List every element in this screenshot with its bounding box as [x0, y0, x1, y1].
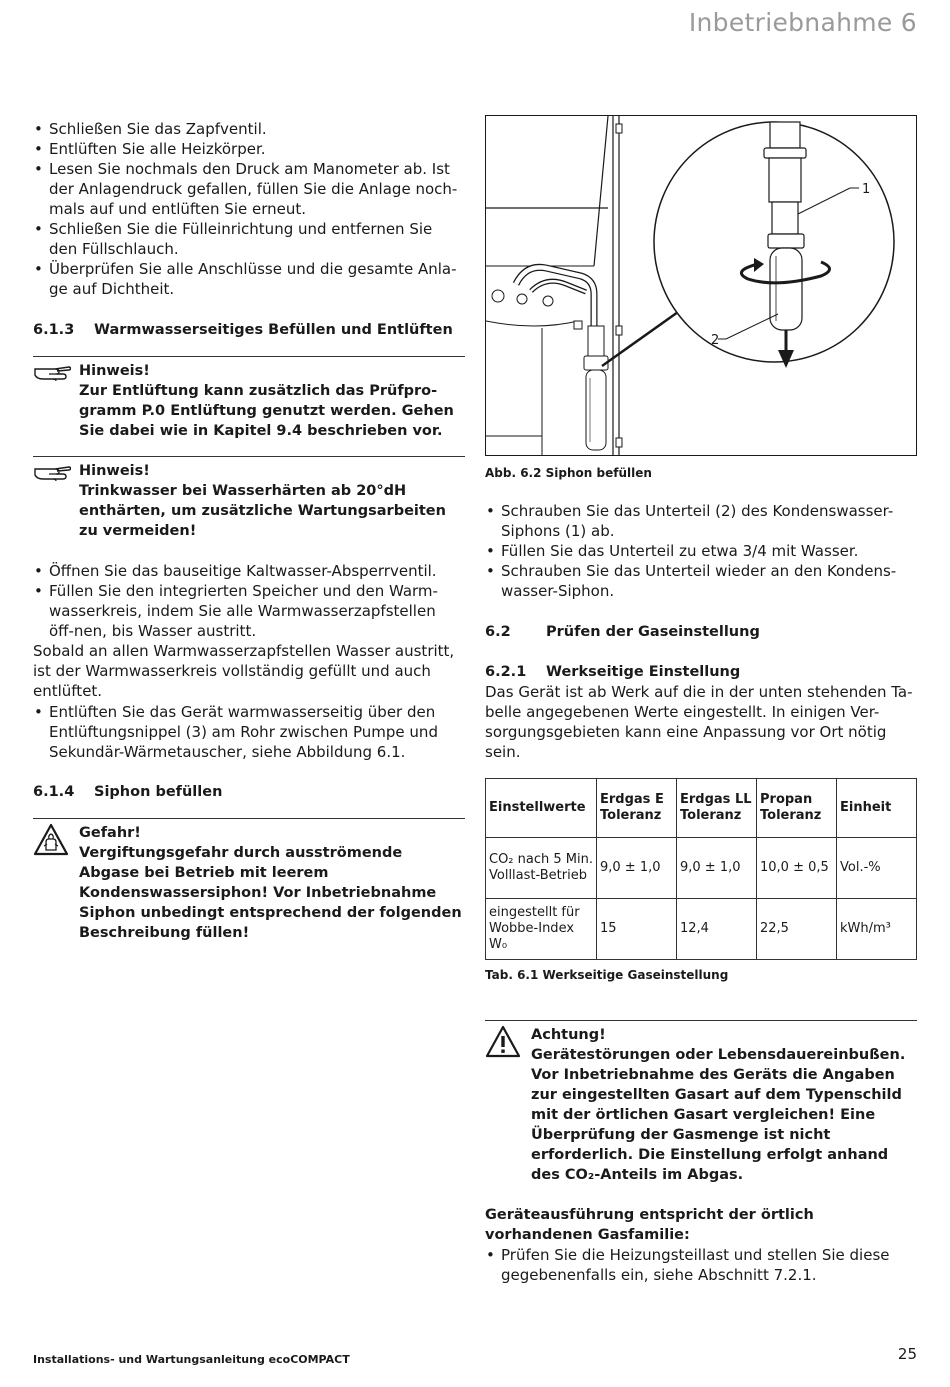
list-item: • Schrauben Sie das Unterteil (2) des Kondenswasser-Siphons (1) ab. — [485, 501, 917, 541]
table-cell: kWh/m³ — [837, 899, 917, 960]
list-item: • Entlüften Sie das Gerät warmwasserseitig über den Entlüftungsnippel (3) am Rohr zwischen Pumpe und Sekundär-Wärmetauscher, siehe Abbildung 6.1. — [33, 702, 465, 762]
caution-box — [485, 1020, 917, 1185]
list-item: • Schließen Sie die Fülleinrichtung und entfernen Sie den Füllschlauch. — [33, 219, 465, 259]
table-header-row — [486, 779, 917, 838]
section-number: 6.1.3 — [33, 322, 75, 338]
bold-paragraph: Geräteausführung entspricht der örtlich vorhandenen Gasfamilie: — [485, 1207, 814, 1243]
list-item: • Überprüfen Sie alle Anschlüsse und die gesamte Anla-ge auf Dichtheit. — [33, 259, 465, 299]
bullet-list — [33, 702, 465, 762]
section-heading-6-1-4 — [33, 782, 465, 802]
table-cell: 9,0 ± 1,0 — [597, 838, 677, 899]
table-header-cell: Erdgas E Toleranz — [597, 779, 677, 838]
list-item: • Schrauben Sie das Unterteil wieder an den Kondens-wasser-Siphon. — [485, 561, 917, 601]
section-number: 6.1.4 — [33, 784, 75, 800]
table-cell: 9,0 ± 1,0 — [677, 838, 757, 899]
list-item: • Füllen Sie den integrierten Speicher und den Warm-wasserkreis, indem Sie alle Warmwasserzapfstellen öff-nen, bis Wasser austritt. — [33, 581, 465, 641]
page-number: 25 — [897, 1345, 917, 1363]
table-cell: 12,4 — [677, 899, 757, 960]
table-row — [486, 899, 917, 960]
table-cell: 10,0 ± 0,5 — [757, 838, 837, 899]
bullet-list — [485, 501, 917, 601]
danger-box — [33, 818, 465, 943]
bullet-list — [33, 119, 465, 299]
figure-caption: Abb. 6.2 Siphon befüllen — [485, 466, 652, 480]
table-header-cell: Einstellwerte — [486, 779, 597, 838]
table-header-cell: Einheit — [837, 779, 917, 838]
callout-1: 1 — [862, 182, 871, 197]
danger-text: Vergiftungsgefahr durch ausströmende Abgase bei Betrieb mit leerem Kondenswassersiphon! Vor Inbetriebnahme Siphon unbedingt entsprechend der folgenden Beschreibung füllen! — [79, 845, 462, 941]
section-heading-6-2 — [485, 622, 917, 642]
pointing-hand-icon — [33, 361, 71, 388]
section-title: Warmwasserseitiges Befüllen und Entlüften — [94, 322, 453, 338]
danger-warning-icon — [33, 823, 69, 862]
table-header-cell: Erdgas LL Toleranz — [677, 779, 757, 838]
list-item: • Öffnen Sie das bauseitige Kaltwasser-Absperrventil. — [33, 561, 465, 581]
table-cell: eingestellt für Wobbe-Index W₀ — [486, 899, 597, 960]
list-item: • Lesen Sie nochmals den Druck am Manometer ab. Ist der Anlagendruck gefallen, füllen Sie die Anlage noch-mals auf und entlüften Sie erneut. — [33, 159, 465, 219]
bullet-list — [33, 561, 465, 641]
section-number: 6.2.1 — [485, 664, 527, 680]
note-box — [33, 356, 465, 441]
list-item: • Entlüften Sie alle Heizkörper. — [33, 139, 465, 159]
footer-document-title: Installations- und Wartungsanleitung ecoCOMPACT — [33, 1353, 350, 1366]
section-title: Prüfen der Gaseinstellung — [546, 624, 760, 640]
table-header-cell: Propan Toleranz — [757, 779, 837, 838]
callout-2: 2 — [711, 333, 720, 348]
section-heading-6-2-1 — [485, 662, 917, 682]
section-heading-6-1-3 — [33, 320, 465, 340]
note-title: Hinweis! — [79, 363, 150, 379]
section-number: 6.2 — [485, 624, 511, 640]
list-item: • Prüfen Sie die Heizungsteillast und stellen Sie diese gegebenenfalls ein, siehe Abschnitt 7.2.1. — [485, 1245, 917, 1285]
gas-settings-table — [485, 778, 917, 960]
table-cell: 15 — [597, 899, 677, 960]
caution-warning-icon — [485, 1025, 521, 1064]
table-cell: Vol.-% — [837, 838, 917, 899]
caution-title: Achtung! — [531, 1027, 606, 1043]
siphon-illustration — [486, 116, 916, 455]
table-cell: 22,5 — [757, 899, 837, 960]
note-text: Trinkwasser bei Wasserhärten ab 20°dH enthärten, um zusätzliche Wartungsarbeiten zu vermeiden! — [79, 483, 446, 539]
caution-text: Gerätestörungen oder Lebensdauereinbußen. Vor Inbetriebnahme des Geräts die Angaben zur eingestellten Gasart auf dem Typenschild mit der örtlichen Gasart vergleichen! Eine Überprüfung der Gasmenge ist nicht erforderlich. Die Einstellung erfolgt anhand des CO₂-Anteils im Abgas. — [531, 1047, 906, 1183]
section-title: Werkseitige Einstellung — [546, 664, 741, 680]
table-row — [486, 838, 917, 899]
pointing-hand-icon — [33, 461, 71, 488]
chapter-title: Inbetriebnahme 6 — [688, 8, 917, 37]
section-title: Siphon befüllen — [94, 784, 223, 800]
note-box — [33, 456, 465, 541]
table-caption: Tab. 6.1 Werkseitige Gaseinstellung — [485, 968, 729, 982]
paragraph: Das Gerät ist ab Werk auf die in der unten stehenden Ta-belle angegebenen Werte eingestellt. In einigen Ver-sorgungsgebieten kann eine Anpassung vor Ort nötig sein. — [485, 683, 913, 761]
note-title: Hinweis! — [79, 463, 150, 479]
bullet-list — [485, 1245, 917, 1285]
table-cell: CO₂ nach 5 Min. Volllast-Betrieb — [486, 838, 597, 899]
list-item: • Füllen Sie das Unterteil zu etwa 3/4 mit Wasser. — [485, 541, 917, 561]
danger-title: Gefahr! — [79, 825, 141, 841]
paragraph: Sobald an allen Warmwasserzapfstellen Wasser austritt, ist der Warmwasserkreis vollständig gefüllt und auch entlüftet. — [33, 642, 455, 700]
list-item: • Schließen Sie das Zapfventil. — [33, 119, 465, 139]
note-text: Zur Entlüftung kann zusätzlich das Prüfpro-gramm P.0 Entlüftung genutzt werden. Gehen Sie dabei wie in Kapitel 9.4 beschrieben vor. — [79, 383, 454, 439]
siphon-figure — [485, 115, 917, 456]
